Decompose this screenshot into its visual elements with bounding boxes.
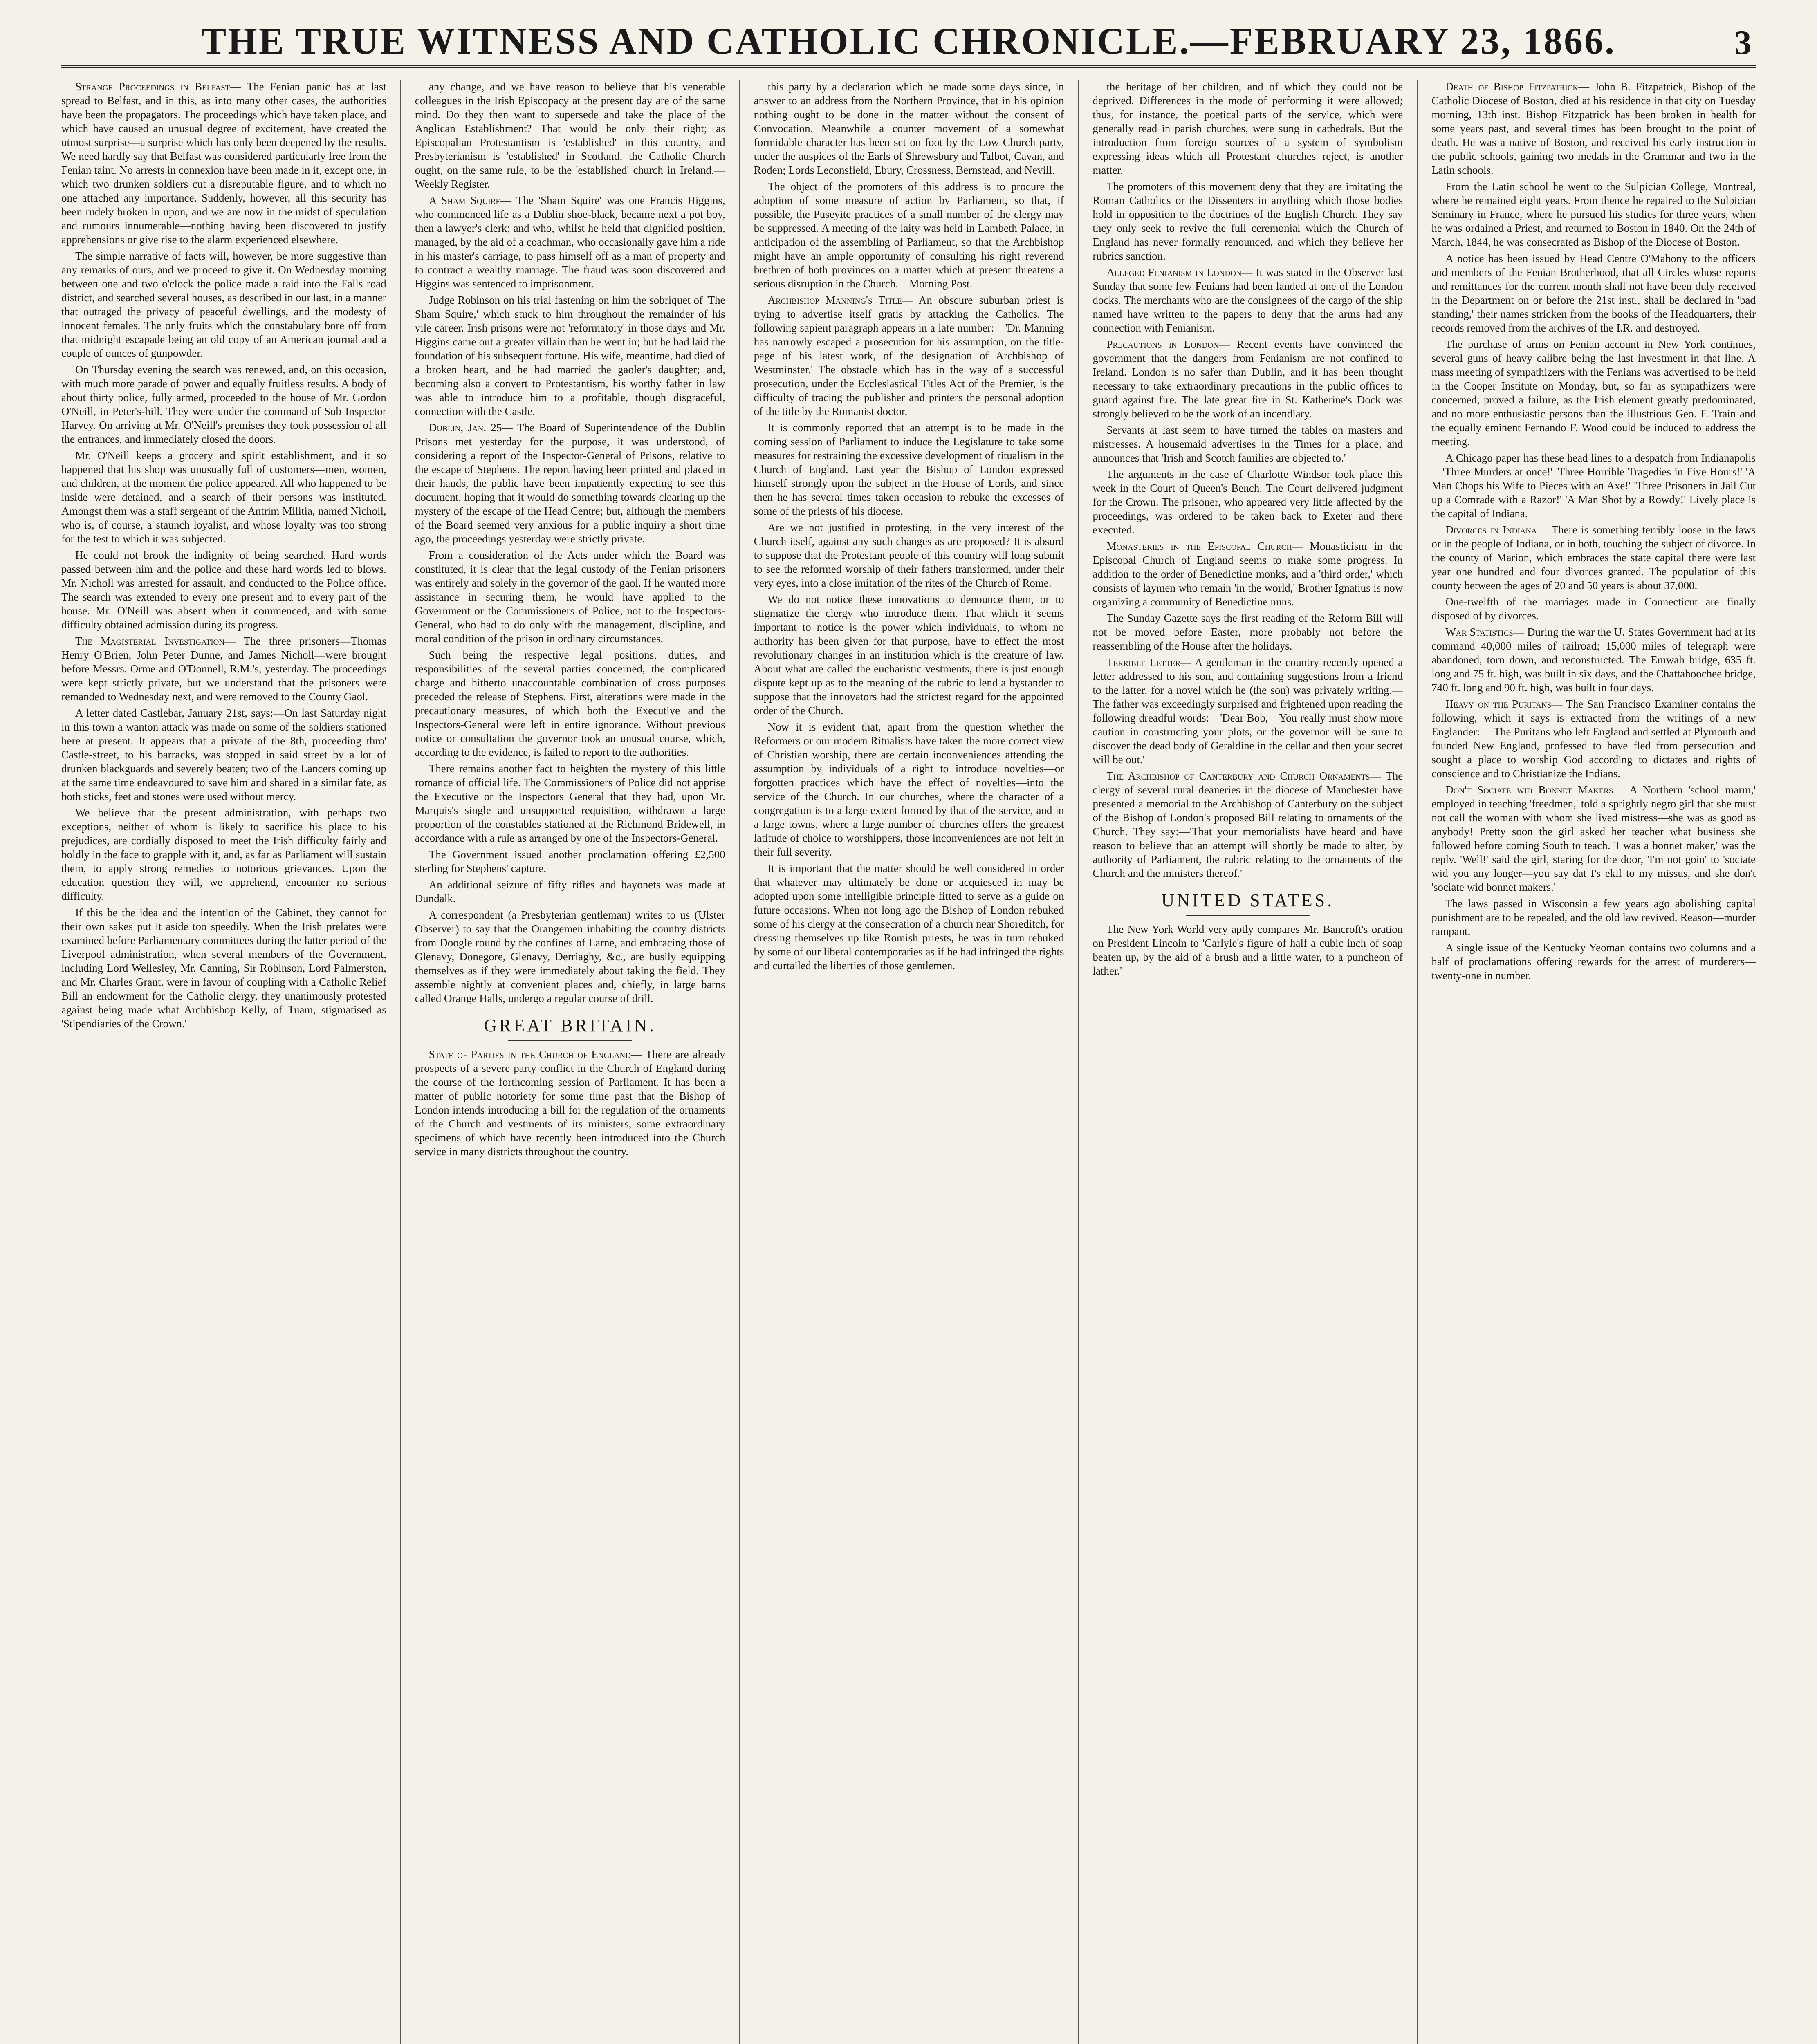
article-text: — A Northern 'school marm,' employed in teaching 'freedmen,' told a sprightly negro girl that she must not call the woman with whom she lived mistress—she was as good as anybody! Pretty soon the girl asked her teacher what business she followed before coming South to teach. 'I was a bonnet maker,' was the reply. 'Well!' said the girl, staring for the door, 'I'm not goin' to 'sociate wid you any longer—you say dat I's ekil to my missus, and she don't 'sociate wid bonnet makers.' (1431, 784, 1756, 893)
article-text: Servants at last seem to have turned the tables on masters and mistresses. A housemaid advertises in the Times for a place, and announces that 'Irish and Scotch families are objected to.' (1092, 424, 1403, 464)
article-text: Such being the respective legal positions, duties, and responsibilities of the several parties concerned, the complicated charge and hitherto unaccountable combination of cross purposes preceded the release of Stephens. First, alterations were made in the precautionary measures, of which both the Executive and the Inspectors-General were left in entire ignorance. Without previous notice or consultation the governor took an unusual course, which, according to the evidence, is failed to report to the authorities. (415, 649, 725, 758)
article-text: — There are already prospects of a severe party conflict in the Church of England during the course of the forthcoming session of Parliament. It has been a matter of public notoriety for some time past that the Bishop of London intends introducing a bill for the regulation of the ornaments of the Church and vestments of its ministers, some extraordinary specimens of which have recently been introduced into the Church service in many districts throughout the country. (415, 1048, 725, 1158)
article-paragraph (61, 80, 386, 247)
article-text: — The Board of Superintendence of the Dublin Prisons met yesterday for the purpose, it was understood, of considering a report of the Inspector-General of Prisons, relative to the escape of Stephens. The report having been printed and placed in their hands, the public have been impatiently expecting to see this document, hoping that it would do something towards clearing up the mystery of the escape of the Head Centre; but, although the members of the Board seemed very anxious for a public inquiry a short time ago, the proceedings yesterday were strictly private. (415, 421, 725, 545)
article-lead: Terrible Letter (1106, 656, 1180, 668)
article-text: From a consideration of the Acts under which the Board was constituted, it is clear that the legal custody of the Fenian prisoners was entirely and solely in the governor of the gaol. If he wanted more assistance in securing them, he would have applied to the Government or the Commissioners of Police, not to the Inspectors-General, who had to do only with the management, discipline, and moral condition of the prison in ordinary circumstances. (415, 549, 725, 645)
article-text: The purchase of arms on Fenian account in New York continues, several guns of heavy calibre being the last investment in that line. A mass meeting of sympathizers with the Fenians was advertised to be held in the Cooper Institute on Monday, but, so far as sympathizers were concerned, proved a failure, as the Irish element greatly predominated, and no more enthusiastic persons than the illustrious Geo. F. Train and the equally eminent Fernando F. Wood could be induced to address the meeting. (1431, 338, 1756, 448)
masthead (61, 16, 1756, 68)
article-paragraph (61, 706, 386, 803)
article-paragraph (61, 905, 386, 1031)
article-lead: A Sham Squire (428, 194, 500, 206)
article-text: — John B. Fitzpatrick, Bishop of the Catholic Diocese of Boston, died at his residence in that city on Tuesday morning, 13th inst. Bishop Fitzpatrick has been broken in health for some years past, and several times has been brought to the point of death. He was a native of Boston, and received his early instruction in the public schools, gaining two medals in the Grammar and two in the Latin schools. (1431, 81, 1756, 176)
article-text: There remains another fact to heighten the mystery of this little romance of official life. The Commissioners of Police did not apprise the Executive or the Inspectors General that they had, upon Mr. Marquis's single and unsupported requisition, withdrawn a large proportion of the constables stationed at the Richmond Bridewell, in accordance with a rule as arranged by one of the Inspectors-General. (415, 762, 725, 844)
article-lead: Dublin, Jan. 25 (428, 421, 502, 434)
article-paragraph (415, 293, 725, 418)
article-text: The object of the promoters of this address is to procure the adoption of some measure of action by Parliament, so that, if possible, the Puseyite practices of a small number of the clergy may be suppressed. A meeting of the laity was held in Lambeth Palace, in anticipation of the assembling of Parliament, so that the Archbishop might have an ample opportunity of consulting his right reverend brethren of both provinces on a matter which at present threatens a serious disruption in the Church.—Morning Post. (754, 180, 1064, 290)
article-paragraph (1431, 697, 1756, 780)
article-paragraph (754, 720, 1064, 859)
article-paragraph (1431, 625, 1756, 695)
article-paragraph (1431, 941, 1756, 982)
article-text: The New York World very aptly compares Mr. Bancroft's oration on President Lincoln to 'Carlyle's figure of half a cubic inch of soap beaten up, by the aid of a brush and a little water, to a puncheon of lather.' (1092, 923, 1403, 977)
article-paragraph (61, 448, 386, 546)
article-paragraph (754, 861, 1064, 973)
article-text: We believe that the present administration, with perhaps two exceptions, neither of whom is likely to sacrifice his place to his prejudices, are cordially disposed to meet the Irish difficulty fairly and boldly in the face to grapple with it, and, as far as Parliament will sustain them, to apply strong remedies to notorious grievances. Upon the education question they will, we apprehend, encounter no serious difficulty. (61, 807, 386, 902)
article-text: Are we not justified in protesting, in the very interest of the Church itself, against any such changes as are proposed? It is absurd to suppose that the Protestant people of this country will long submit to see the reformed worship of their fathers transformed, under their very eyes, into a close imitation of the rites of the Church of Rome. (754, 521, 1064, 589)
article-text: The arguments in the case of Charlotte Windsor took place this week in the Court of Queen's Bench. The Court delivered judgment for the Crown. The prisoner, who appeared very little affected by the proceedings, was ordered to be taken back to Exeter and there executed. (1092, 468, 1403, 536)
article-text: — The clergy of several rural deaneries in the diocese of Manchester have presented a memorial to the Archbishop of Canterbury on the subject of the Bishop of London's proposed Bill relating to ornaments of the Church. They say:—'That your memorialists have heard and have reason to believe that an attempt will shortly be made to alter, by authority of Parliament, the rubric relating to the ornaments of the Church and the ministers thereof.' (1092, 770, 1403, 879)
article-lead: Archbishop Manning's Title (767, 294, 902, 306)
column-4 (1078, 80, 1417, 2044)
article-text: If this be the idea and the intention of the Cabinet, they cannot for their own sakes put it aside too speedily. When the Irish prelates were examined before Parliamentary committees during the latter period of the Liverpool administration, when several members of the Government, including Lord Wellesley, Mr. Canning, Sir Robinson, Lord Palmerston, and Mr. Charles Grant, were in favour of coupling with a Catholic Relief Bill an endowment for the Catholic clergy, they unanimously protested against being made what Archbishop Kelly, of Tuam, stigmatised as 'Stipendiaries of the Crown.' (61, 906, 386, 1030)
article-paragraph (1431, 179, 1756, 249)
article-lead: Don't Sociate wid Bonnet Makers (1445, 784, 1613, 796)
article-paragraph (754, 520, 1064, 590)
section-heading: GREAT BRITAIN. (484, 1015, 657, 1035)
article-paragraph (1431, 595, 1756, 623)
article-paragraph (1092, 539, 1403, 609)
column-1 (61, 80, 400, 2044)
article-text: the heritage of her children, and of which they could not be deprived. Differences in the mode of performing it were allowed; thus, for instance, the poetical parts of the service, which were generally read in parish churches, were sung in cathedrals. But the introduction from foreign sources of a system of symbolism expressing ideas which all Protestant churches reject, is another matter. (1092, 81, 1403, 176)
article-text: The promoters of this movement deny that they are imitating the Roman Catholics or the Dissenters in anything which those bodies hold in opposition to the doctrines of the English Church. They say they only seek to revive the full ceremonial which the Church of England has never formally renounced, and which they believe her rubrics sanction. (1092, 180, 1403, 262)
article-paragraph (1431, 80, 1756, 177)
article-paragraph (1431, 251, 1756, 335)
article-text: — It was stated in the Observer last Sunday that some few Fenians had been landed at one of the London docks. The merchants who are the consignees of the cargo of the ship named have written to the papers to deny that the arms had any connection with Fenianism. (1092, 266, 1403, 334)
article-paragraph (415, 648, 725, 759)
article-text: — The Fenian panic has at last spread to Belfast, and in this, as into many other cases, the authorities have been the propagators. The proceedings which have taken place, and which have caused an unusual degree of excitement, have created the utmost surprise—a surprise which has only been deepened by the results. We need hardly say that Belfast was considered particularly free from the Fenian taint. No arrests in connexion have been made in it, except one, in which two drunken soldiers cut a disreputable figure, and to which no one attached any importance. Suddenly, however, all this security has been rudely broken in upon, and we are now in the midst of speculation and rumours innumerable—nothing having been discovered to justify apprehensions or give rise to the alarm experienced elsewhere. (61, 81, 386, 246)
article-text: — Recent events have convinced the government that the dangers from Fenianism are not confined to Ireland. London is no safer than Dublin, and it has been thought necessary to take extraordinary precautions in the public offices to guard against fire. The late great fire in St. Katherine's Dock was strongly believed to be the work of an incendiary. (1092, 338, 1403, 420)
article-text: Mr. O'Neill keeps a grocery and spirit establishment, and it so happened that his shop was unusually full of customers—men, women, and children, at the moment the police appeared. All who happened to be inside were detained, and a search of their persons was instituted. Amongst them was a staff sergeant of the Antrim Militia, named Nicholl, who is, of course, a staunch loyalist, and whose loyalty was too strong for the test to which it was subjected. (61, 449, 386, 545)
article-lead: The Magisterial Investigation (75, 635, 225, 647)
article-paragraph (1092, 80, 1403, 177)
article-text: The Sunday Gazette says the first reading of the Reform Bill will not be moved before Easter, more probably not before the reassembling of the House after the holidays. (1092, 612, 1403, 652)
section-rule (508, 1040, 632, 1041)
article-text: The simple narrative of facts will, however, be more suggestive than any remarks of ours, and we proceed to give it. On Wednesday morning between one and two o'clock the police made a raid into the Falls road district, and searched several houses, as described in our last, in a manner that outraged the privacy of peaceful dwellings, and the modesty of innocent females. The only fruits which the constabulary bore off from that midnight escapade being an old copy of an American journal and a couple of ounces of gunpowder. (61, 250, 386, 359)
article-text: It is commonly reported that an attempt is to be made in the coming session of Parliament to induce the Legislature to take some measures for restraining the excessive development of ritualism in the Church of England. Last year the Bishop of London expressed himself strongly upon the subject in the House of Lords, and since then he has several times taken occasion to rebuke the excesses of some of the priests of his diocese. (754, 421, 1064, 517)
article-text: — An obscure suburban priest is trying to advertise itself gratis by attacking the Catholics. The following sapient paragraph appears in a late number:—'Dr. Manning has narrowly escaped a prosecution for his assumption, on the title-page of his latest work, of the designation of Archbishop of Westminster.' The obstacle which has in the way of a successful prosecution, under the Ecclesiastical Titles Act of the Premier, is the difficulty of tracing the publisher and printers the personal adoption of the title by the Romanist doctor. (754, 294, 1064, 417)
article-paragraph (61, 249, 386, 360)
article-text: The Government issued another proclamation offering £2,500 sterling for Stephens' capture. (415, 848, 725, 874)
article-lead: Monasteries in the Episcopal Church (1106, 540, 1292, 552)
article-paragraph (415, 762, 725, 845)
article-text: — The three prisoners—Thomas Henry O'Brien, John Peter Dunne, and James Nicholl—were brought before Messrs. Orme and O'Donnell, R.M.'s, yesterday. The proceedings were kept strictly private, but we understand that the prisoners were remanded to Wednesday next, and were removed to the County Gaol. (61, 635, 386, 703)
article-text: — A gentleman in the country recently opened a letter addressed to his son, and containing suggestions from a friend to the latter, for a novel which he (the son) was privately writing.— The father was exceedingly surprised and frightened upon reading the following dreadful words:—'Dear Bob,—You really must show more caution in constructing your plots, or the governor will be sure to discover the dead body of Geraldine in the cellar and then your secret will be out.' (1092, 656, 1403, 766)
article-text: this party by a declaration which he made some days since, in answer to an address from the Northern Province, that in his opinion nothing ought to be done in the matter without the consent of Convocation. Meanwhile a counter movement of a somewhat formidable character has been set on foot by the Low Church party, under the auspices of the Earls of Shrewsbury and Talbot, Cavan, and Roden; Lords Leconsfield, Ebury, Crossness, Bernstead, and Nevill. (754, 81, 1064, 176)
page-number: 3 (1734, 24, 1752, 62)
article-paragraph (1092, 265, 1403, 335)
article-paragraph (1431, 896, 1756, 938)
article-lead: Heavy on the Puritans (1445, 698, 1552, 710)
article-text: A Chicago paper has these head lines to a despatch from Indianapolis—'Three Murders at once!' 'Three Horrible Tragedies in Five Hours!' 'A Man Chops his Wife to Pieces with an Axe!' 'Three Prisoners in Jail Cut up a Comrade with a Razor!' 'A Man Shot by a Rowdy!' Lively place is the capital of Indiana. (1431, 452, 1756, 520)
article-lead: Strange Proceedings in Belfast (75, 81, 230, 93)
article-text: We do not notice these innovations to denounce them, or to stigmatize the clergy who introduce them. That which it seems important to notice is the power which individuals, to whom no authority has been given for that purpose, have to effect the most revolutionary changes in an institution which is the creature of law. About what are called the eucharistic vestments, there is just enough dispute kept up as to the meaning of the rubric to lend a bystander to suppose that the innovators had the strictest regard for the appointed order of the Church. (754, 593, 1064, 717)
article-paragraph (1431, 523, 1756, 592)
article-lead: War Statistics (1445, 626, 1513, 638)
column-3 (739, 80, 1078, 2044)
article-text: — There is something terribly loose in the laws or in the people of Indiana, or in both, touching the subject of divorce. In the county of Marion, which embraces the state capital there were last year one hundred and four divorces granted. The population of this county between the ages of 20 and 50 years is about 37,000. (1431, 524, 1756, 592)
article-paragraph (61, 634, 386, 704)
article-paragraph (415, 80, 725, 191)
article-text: On Thursday evening the search was renewed, and, on this occasion, with much more parade of power and equally fruitless results. A body of about thirty police, fully armed, proceeded to the house of Mr. Gordon O'Neill, in Peter's-hill. They were under the command of Sub Inspector Harvey. On arriving at Mr. O'Neill's premises they took possession of all the entrances, and immediately closed the doors. (61, 363, 386, 445)
article-paragraph (1092, 423, 1403, 465)
article-lead: Divorces in Indiana (1445, 524, 1537, 536)
article-paragraph (1431, 337, 1756, 448)
article-text: A notice has been issued by Head Centre O'Mahony to the officers and members of the Fenian Brotherhood, that all Circles whose reports and remittances for the current month shall not have been duly received in the Department on or before the 21st inst., shall be declared in 'bad standing,' their names stricken from the books of the Headquarters, their records removed from the archives of the I.R. and destroyed. (1431, 252, 1756, 334)
masthead-title: THE TRUE WITNESS AND CATHOLIC CHRONICLE.—FEBRUARY 23, 1866. (201, 20, 1616, 62)
article-paragraph (754, 80, 1064, 177)
article-paragraph (415, 908, 725, 1005)
article-text: The laws passed in Wisconsin a few years ago abolishing capital punishment are to be repealed, and the old law revived. Reason—murder rampant. (1431, 897, 1756, 937)
article-lead: Precautions in London (1106, 338, 1219, 350)
article-paragraph (1092, 611, 1403, 653)
article-paragraph (1092, 922, 1403, 978)
article-paragraph (1431, 783, 1756, 894)
article-paragraph (1092, 655, 1403, 766)
article-paragraph (415, 421, 725, 546)
article-text: — Monasticism in the Episcopal Church of England seems to make some progress. In addition to the order of Benedictine monks, and a 'third order,' which consists of laymen who remain 'in the world,' Brother Ignatius is now organizing a community of Benedictine nuns. (1092, 540, 1403, 608)
article-lead: Death of Bishop Fitzpatrick (1445, 81, 1579, 93)
article-paragraph (754, 293, 1064, 418)
article-text: From the Latin school he went to the Sulpician College, Montreal, where he remained eight years. From thence he repaired to the Sulpician Seminary in France, where he pursued his studies for three years, when he was ordained a Priest, and returned to Boston in 1840. On the 24th of March, 1844, he was consecrated as Bishop of the Diocese of Boston. (1431, 180, 1756, 248)
article-paragraph (61, 548, 386, 632)
article-text: any change, and we have reason to believe that his venerable colleagues in the Irish Episcopacy at the present day are of the same mind. Do they then want to supersede and take the place of the Anglican Establishment? That would be only their right; as Episcopalian Protestantism is 'established' in this country, and Presbyterianism is 'established' in Scotland, the Catholic Church ought, on the same rule, to be the 'established' church in Ireland.—Weekly Register. (415, 81, 725, 190)
article-paragraph (1092, 467, 1403, 537)
article-lead: Alleged Fenianism in London (1106, 266, 1242, 278)
article-lead: The Archbishop of Canterbury and Church Ornaments (1106, 770, 1370, 782)
article-text: One-twelfth of the marriages made in Connecticut are finally disposed of by divorces. (1431, 596, 1756, 622)
article-paragraph (415, 193, 725, 291)
article-paragraph (1092, 179, 1403, 263)
article-paragraph (754, 421, 1064, 518)
article-paragraph (1092, 769, 1403, 880)
article-paragraph (61, 806, 386, 903)
article-text: Judge Robinson on his trial fastening on him the sobriquet of 'The Sham Squire,' which stuck to him throughout the remainder of his vile career. Irish prisons were not 'reformatory' in those days and Mr. Higgins came out a greater villain than he went in; but he had laid the foundation of his subsequent fortune. His wife, meantime, had died of a broken heart, and he had married the gaoler's daughter; and, becoming also a convert to Protestantism, his worthy father in law was able to introduce him to a profitable, though disgraceful, connection with the Castle. (415, 294, 725, 417)
article-text: A single issue of the Kentucky Yeoman contains two columns and a half of proclamations offering rewards for the arrest of murderers—twenty-one in number. (1431, 941, 1756, 982)
article-text: He could not brook the indignity of being searched. Hard words passed between him and the police and these hard words led to blows. Mr. Nicholl was arrested for assault, and conducted to the Police office. The search was extended to every one present and to every part of the house. Mr. O'Neill was absent when it commenced, and with some difficulty obtained admission during its progress. (61, 549, 386, 631)
article-paragraph (754, 179, 1064, 291)
article-paragraph (415, 548, 725, 645)
article-paragraph (1431, 451, 1756, 520)
section-heading: UNITED STATES. (1161, 890, 1335, 910)
article-paragraph (61, 363, 386, 446)
article-text: It is important that the matter should be well considered in order that whatever may ultimately be done or acquiesced in may be adopted upon some intelligible principle fitted to serve as a guide on future occasions. When not long ago the Bishop of London rebuked some of his clergy at the consecration of a church near Shoreditch, for dressing themselves up like Romish priests, he was in turn rebuked by some of our liberal contemporaries as if he had infringed the rights and curtailed the liberties of those gentlemen. (754, 862, 1064, 972)
column-5 (1417, 80, 1756, 2044)
article-lead: State of Parties in the Church of England (428, 1048, 631, 1060)
article-text: Now it is evident that, apart from the question whether the Reformers or our modern Ritualists have taken the more correct view of Christian worship, there are certain inconveniences attending the assumption by individuals of a right to introduce novelties—or forgotten practices which have the effect of novelties—into the service of the Church. In our churches, where the character of a congregation is to a large extent formed by that of the service, and in a large towns, where a large number of churches offers the greatest latitude of choice to worshippers, those inconveniences are not felt in their full severity. (754, 721, 1064, 858)
article-paragraph (415, 878, 725, 905)
section-rule (1186, 915, 1310, 916)
article-columns (61, 80, 1756, 2044)
article-text: — The San Francisco Examiner contains the following, which it says is extracted from the writings of a new Englander:— The Puritans who left England and settled at Plymouth and founded New England, professed to have fled from persecution and sought a place to worship God according to dictates and rights of conscience and to Christianize the Indians. (1431, 698, 1756, 780)
article-paragraph (754, 592, 1064, 717)
article-text: A letter dated Castlebar, January 21st, says:—On last Saturday night in this town a wanton attack was made on some of the soldiers stationed here at present. It appears that a private of the 8th, proceeding thro' Castle-street, to his barracks, was stopped in said street by a lot of drunken blackguards and severely beaten; two of the Lancers coming up at the same time endeavoured to save him and shared in a similar fate, as both sticks, feet and stones were used without mercy. (61, 707, 386, 802)
article-text: — The 'Sham Squire' was one Francis Higgins, who commenced life as a Dublin shoe-black, became next a pot boy, then a lawyer's clerk; and who, whilst he held that dignified position, managed, by the aid of a coachman, who occasionally gave him a ride in his master's carriage, to pass himself off as a man of property and to contract a wealthy marriage. The fraud was soon discovered and Higgins was sentenced to imprisonment. (415, 194, 725, 290)
article-paragraph (415, 847, 725, 875)
column-2 (400, 80, 739, 2044)
article-paragraph (415, 1047, 725, 1159)
article-text: An additional seizure of fifty rifles and bayonets was made at Dundalk. (415, 879, 725, 905)
article-text: — During the war the U. States Government had at its command 40,000 miles of railroad; 15,000 miles of telegraph were abandoned, torn down, and reconstructed. The Emwah bridge, 635 ft. long and 75 ft. high, was built in six days, and the Chattahoochee bridge, 740 ft. long and 90 ft. high, was built in four days. (1431, 626, 1756, 694)
article-paragraph (1092, 337, 1403, 421)
article-text: A correspondent (a Presbyterian gentleman) writes to us (Ulster Observer) to say that the Orangemen inhabiting the country districts from Doogle round by the confines of Larne, and embracing those of Glenavy, Donegore, Glenavy, Derriaghy, &c., are busily equipping themselves as if they were immediately about taking the field. They assemble nightly at convenient places and, chiefly, in large barns called Orange Halls, undergo a regular course of drill. (415, 909, 725, 1004)
